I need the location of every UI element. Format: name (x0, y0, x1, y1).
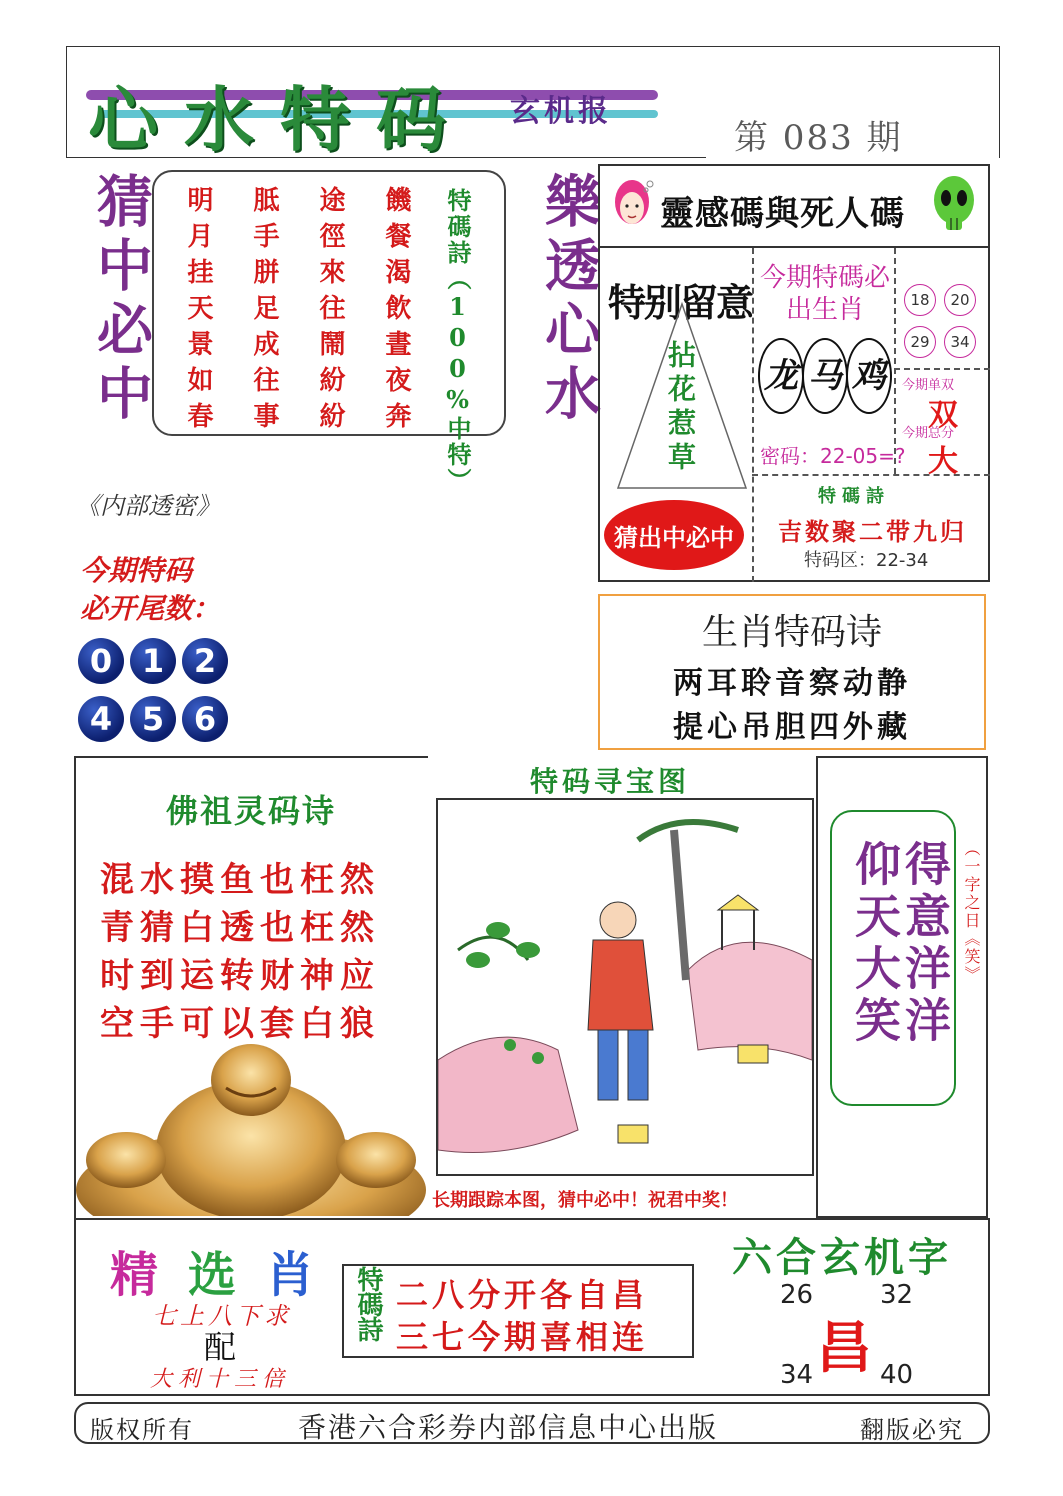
zodiac-poem-title: 生肖特码诗 (701, 612, 882, 653)
poem-column: 饑餐渴飲晝夜奔 (381, 186, 411, 438)
number-circle: 29 (904, 326, 936, 358)
number-circle: 20 (944, 284, 976, 316)
number-ball: 6 (182, 696, 228, 742)
page-title: 心水特码 (88, 79, 472, 161)
triangle-text: 拈花惹草 (664, 340, 697, 476)
liuhe-number: 34 (780, 1360, 814, 1390)
buddha-image (76, 1040, 426, 1216)
zodiac-oval: 龙 (758, 338, 804, 414)
jingxuan-char: 肖 (266, 1247, 345, 1303)
buddha-poem-title: 佛祖灵码诗 (165, 792, 336, 830)
riddle-hint: （一字之日《笑》 (962, 840, 981, 984)
divider (894, 368, 990, 370)
treasure-title: 特码寻宝图 (530, 765, 691, 798)
tail-title-line: 今期特码 (80, 554, 193, 587)
buddha-poem-line: 时到运转财神应 (100, 956, 380, 996)
liuhe-number: 40 (880, 1360, 914, 1390)
page-subtitle: 玄机报 (510, 94, 612, 129)
footer-copyright: 版权所有 (90, 1416, 194, 1444)
poem-column: 明月挂天景如春 (183, 186, 213, 438)
skull-icon (930, 174, 978, 236)
zodiac-oval: 马 (802, 338, 848, 414)
single-double-value: 双 (928, 398, 958, 433)
zodiac-oval: 鸡 (846, 338, 892, 414)
treasure-caption: 长期跟踪本图，猜中必中！祝君中奖！ (432, 1190, 738, 1211)
tail-title-line: 必开尾数： (80, 592, 221, 625)
ling-title: 靈感碼與死人碼 (660, 194, 905, 234)
zodiac-poem-line: 提心吊胆四外藏 (673, 710, 911, 745)
jingxuan-line: 大利十三倍 (150, 1367, 291, 1392)
single-double-label: 今期单双 (902, 378, 955, 393)
tema-poem-label: 特碼詩 (353, 1266, 383, 1341)
jingxuan-char: 选 (188, 1247, 267, 1303)
number-circle: 18 (904, 284, 936, 316)
face-icon (610, 176, 654, 232)
riddle-column: 仰天大笑 (848, 840, 902, 1048)
number-ball: 0 (78, 638, 124, 684)
special-note: 特别留意 (608, 281, 753, 325)
number-ball: 1 (130, 638, 176, 684)
slogan-left: 猜中必中 (88, 172, 153, 428)
tema-poem-line: 三七今期喜相连 (396, 1318, 649, 1356)
liuhe-number: 32 (880, 1280, 914, 1310)
number-ball: 2 (182, 638, 228, 684)
issue-number: 第 083 期 (734, 118, 903, 158)
liuhe-title: 六合玄机字 (732, 1235, 952, 1281)
tail-title (80, 552, 220, 628)
red-oval-text: 猜出中必中 (614, 524, 734, 552)
tema-zone: 特码区：22-34 (804, 550, 929, 571)
jingxuan-line: 七上八下求 (152, 1302, 292, 1330)
jingxuan-char: 精 (110, 1247, 189, 1303)
total-label: 今期总分 (902, 426, 955, 441)
number-circle: 34 (944, 326, 976, 358)
number-ball: 4 (78, 696, 124, 742)
buddha-poem-line: 青猜白透也枉然 (100, 908, 380, 948)
buddha-poem-line: 空手可以套白狼 (100, 1004, 380, 1044)
jingxuan-pei: 配 (204, 1328, 237, 1366)
liuhe-character: 昌 (816, 1315, 872, 1381)
prediction-title: 今期特碼必出生肖 (760, 263, 891, 325)
internal-label: 《内部透密》 (76, 492, 220, 520)
password-text: 密码：22-05=? (760, 444, 906, 468)
footer-publisher: 香港六合彩券内部信息中心出版 (298, 1411, 719, 1444)
slogan-right: 樂透心水 (536, 172, 601, 428)
riddle-column: 得意洋洋 (898, 840, 952, 1048)
tema-poem-line: 吉数聚二带九归 (778, 517, 967, 546)
jingxuan-title (110, 1236, 344, 1305)
poem-column: 胝手胼足成往事 (249, 186, 279, 438)
divider (752, 248, 754, 582)
total-value: 大 (928, 444, 958, 479)
poem-column: 途徑來往鬧紛紛 (315, 186, 345, 438)
tema-poem-line: 二八分开各自昌 (396, 1276, 649, 1314)
footer-notice: 翻版必究 (860, 1416, 964, 1444)
tema-poem-label: 特碼詩 (818, 486, 890, 507)
liuhe-number: 26 (780, 1280, 814, 1310)
buddha-poem-line: 混水摸鱼也枉然 (100, 860, 380, 900)
zodiac-poem-line: 两耳聆音察动静 (673, 666, 911, 701)
number-ball: 5 (130, 696, 176, 742)
poem-title: 特碼詩（100%中特） (443, 188, 472, 494)
treasure-illustration (438, 800, 812, 1174)
